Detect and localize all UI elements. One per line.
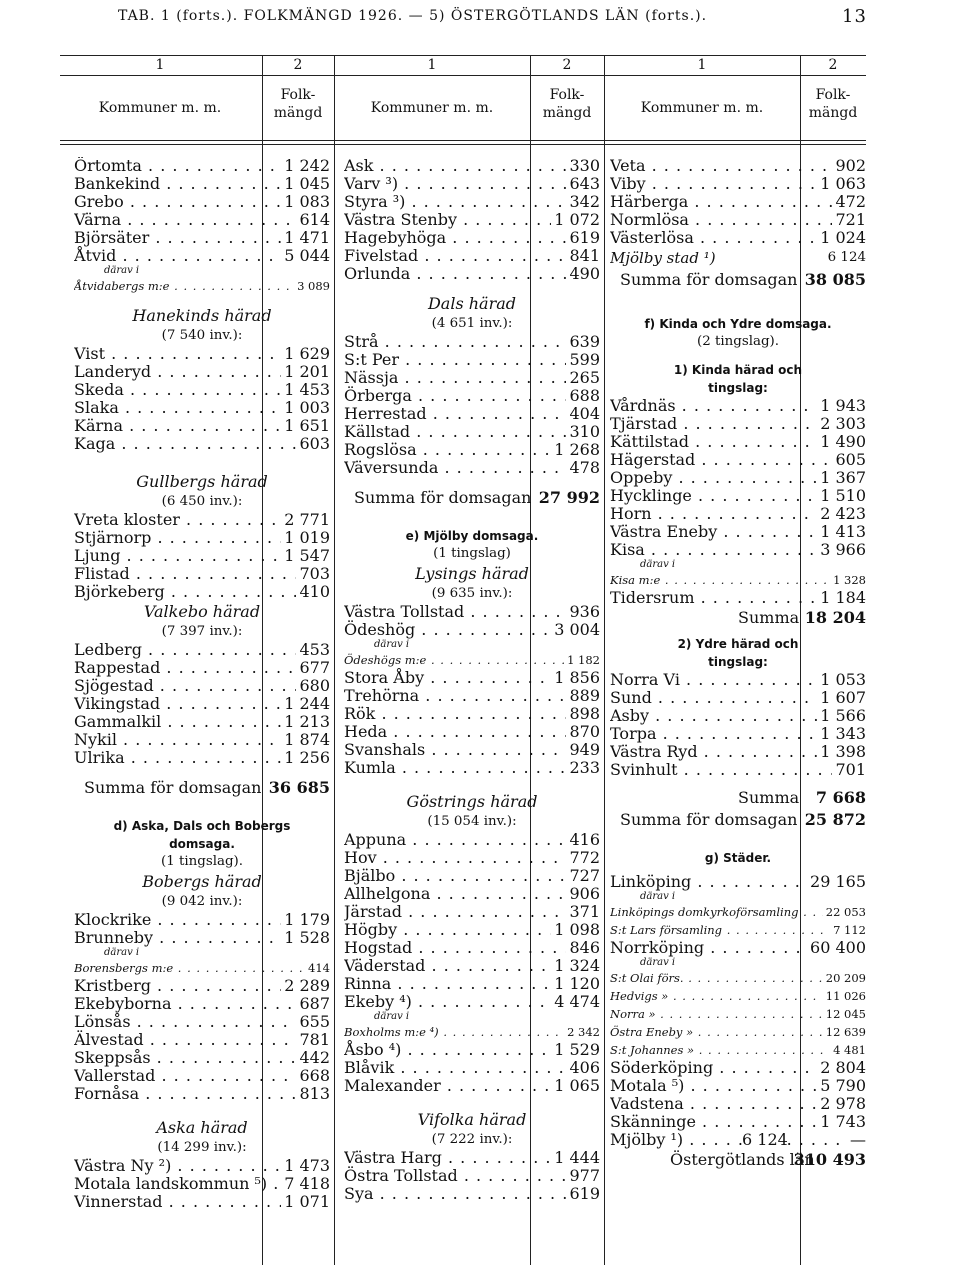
- table-row: Ekeby ⁴) . . . 4 474: [344, 993, 600, 1011]
- table-row: Tjärstad . . . 2 303: [610, 415, 866, 433]
- sum-row: Summa 18 204: [738, 608, 866, 627]
- section-heading: Gullbergs härad: [136, 472, 268, 491]
- table-row: Oppeby . . . 1 367: [610, 469, 866, 487]
- table-row: Hägerstad . . . 605: [610, 451, 866, 469]
- section-heading: Göstrings härad: [406, 792, 538, 811]
- table-row: Hov . . . 772: [344, 849, 600, 867]
- table-row: Grebo . . . 1 083: [74, 193, 330, 211]
- table-row: Malexander . . . 1 065: [344, 1077, 600, 1095]
- table-row: Slaka . . . 1 003: [74, 399, 330, 417]
- table-row: Brunneby . . . 1 528: [74, 929, 330, 947]
- sum-row: Summa för domsagan 38 085: [620, 270, 866, 289]
- col-num: 2: [828, 57, 838, 73]
- sum-row: Summa för domsagan 27 992: [354, 488, 600, 507]
- section-heading: Aska härad: [156, 1118, 248, 1137]
- col-head-kommuner: Kommuner m. m.: [98, 100, 222, 116]
- table-row: Asby . . . 1 566: [610, 707, 866, 725]
- table-row: Norra » . . . 12 045: [610, 1005, 866, 1023]
- table-row: Mjölby stad ¹) 6 124: [610, 249, 866, 267]
- section-heading: Dals härad: [427, 294, 517, 313]
- table-row: Vallerstad . . . 668: [74, 1067, 330, 1085]
- sub-label: därav i: [640, 957, 676, 968]
- section-heading: 2) Ydre härad och: [677, 637, 799, 651]
- table-row: Älvestad . . . 781: [74, 1031, 330, 1049]
- column-3: [610, 157, 866, 1265]
- section-heading: Hanekinds härad: [132, 306, 272, 325]
- table-row: Väderstad . . . 1 324: [344, 957, 600, 975]
- sub-label: därav i: [374, 639, 410, 650]
- table-row: Källstad . . . 310: [344, 423, 600, 441]
- col-num: 1: [427, 57, 437, 73]
- table-row: Ödeshög . . . 3 004: [344, 621, 600, 639]
- col-head-kommuner: Kommuner m. m.: [370, 100, 494, 116]
- table-row: Styra ³) . . . 342: [344, 193, 600, 211]
- table-row: Kristberg . . . 2 289: [74, 977, 330, 995]
- table-row: S:t Lars församling . . . 7 112: [610, 921, 866, 939]
- table-row: Väversunda . . . 478: [344, 459, 600, 477]
- table-row: Järstad . . . 371: [344, 903, 600, 921]
- col-head-kommuner: Kommuner m. m.: [640, 100, 764, 116]
- section-heading: e) Mjölby domsaga.: [405, 529, 539, 543]
- table-row: Kättilstad . . . 1 490: [610, 433, 866, 451]
- table-row: Kumla . . . 233: [344, 759, 600, 777]
- section-inv: (9 635 inv.):: [431, 586, 513, 601]
- table-row: Linköpings domkyrkoförsamling . . . 22 053: [610, 903, 866, 921]
- table-row: Fornåsa . . . 813: [74, 1085, 330, 1103]
- table-row: Rök . . . 898: [344, 705, 600, 723]
- sub-label: därav i: [104, 947, 140, 958]
- table-row: Skeppsås . . . 442: [74, 1049, 330, 1067]
- table-row: Västra Tollstad . . . 936: [344, 603, 600, 621]
- table-row: Kisa m:e . . . 1 328: [610, 571, 866, 589]
- page-number: 13: [842, 6, 867, 27]
- table-row: Ljung . . . 1 547: [74, 547, 330, 565]
- section-ting: (1 tingslag).: [160, 854, 244, 869]
- section-inv: (6 450 inv.):: [161, 494, 243, 509]
- table-row: Herrestad . . . 404: [344, 405, 600, 423]
- section-inv: (7 222 inv.):: [431, 1132, 513, 1147]
- sum-row: Summa 7 668: [738, 788, 866, 807]
- section-inv: (9 042 inv.):: [161, 894, 243, 909]
- table-row: Norra Vi . . . 1 053: [610, 671, 866, 689]
- table-row: Ledberg . . . 453: [74, 641, 330, 659]
- section-heading: 1) Kinda härad och: [673, 363, 803, 377]
- table-row: Västra Ryd . . . 1 398: [610, 743, 866, 761]
- table-row: Normlösa . . . 721: [610, 211, 866, 229]
- table-row: Horn . . . 2 423: [610, 505, 866, 523]
- table-row: Östra Eneby » . . . 12 639: [610, 1023, 866, 1041]
- table-row: Bankekind . . . 1 045: [74, 175, 330, 193]
- table-row: Rogslösa . . . 1 268: [344, 441, 600, 459]
- section-heading: tingslag:: [708, 381, 768, 395]
- col-num: 1: [155, 57, 165, 73]
- table-row: Sjögestad . . . 680: [74, 677, 330, 695]
- table-row: Ödeshögs m:e . . . 1 182: [344, 651, 600, 669]
- table-row: Svinhult . . . 701: [610, 761, 866, 779]
- table-row: Veta . . . 902: [610, 157, 866, 175]
- table-row: Norrköping . . . 60 400: [610, 939, 866, 957]
- table-row: Stjärnorp . . . 1 019: [74, 529, 330, 547]
- section-heading: Lysings härad: [415, 564, 529, 583]
- column-2: [344, 157, 600, 1265]
- section-inv: (15 054 inv.):: [427, 814, 517, 829]
- table-row: Allhelgona . . . 906: [344, 885, 600, 903]
- table-row: Bjälbo . . . 727: [344, 867, 600, 885]
- table-row: Hycklinge . . . 1 510: [610, 487, 866, 505]
- table-row: Blåvik . . . 406: [344, 1059, 600, 1077]
- table-row: Trehörna . . . 889: [344, 687, 600, 705]
- section-inv: (7 397 inv.):: [161, 624, 243, 639]
- table-row: Västra Stenby . . . 1 072: [344, 211, 600, 229]
- sum-row: Östergötlands län 310 493: [670, 1150, 866, 1169]
- table-row: Sya . . . 619: [344, 1185, 600, 1203]
- sub-label: därav i: [640, 891, 676, 902]
- section-heading: tingslag:: [708, 655, 768, 669]
- sub-label: därav i: [374, 1011, 410, 1022]
- table-row: Hagebyhöga . . . 619: [344, 229, 600, 247]
- table-row: Vårdnäs . . . 1 943: [610, 397, 866, 415]
- table-row: Högby . . . 1 098: [344, 921, 600, 939]
- table-row: Boxholms m:e ⁴) . . . 2 342: [344, 1023, 600, 1041]
- table-row: Varv ³) . . . 643: [344, 175, 600, 193]
- table-row: Fivelstad . . . 841: [344, 247, 600, 265]
- sum-row: Summa för domsagan 25 872: [620, 810, 866, 829]
- col-head-folkmangd: Folk- mängd: [273, 87, 323, 121]
- table-row: Motala landskommun ⁵) . . . 7 418: [74, 1175, 330, 1193]
- table-row: Västerlösa . . . 1 024: [610, 229, 866, 247]
- section-heading: g) Städer.: [704, 851, 772, 865]
- table-row: Viby . . . 1 063: [610, 175, 866, 193]
- table-row: Björkeberg . . . 410: [74, 583, 330, 601]
- table-row: Åsbo ⁴) . . . 1 529: [344, 1041, 600, 1059]
- table-row: Rinna . . . 1 120: [344, 975, 600, 993]
- table-row: Tidersrum . . . 1 184: [610, 589, 866, 607]
- table-row: Söderköping . . . 2 804: [610, 1059, 866, 1077]
- table-row: Örtomta . . . 1 242: [74, 157, 330, 175]
- table-row: Lönsås . . . 655: [74, 1013, 330, 1031]
- column-1: [74, 157, 330, 1265]
- section-inv: (7 540 inv.):: [161, 328, 243, 343]
- table-row: Linköping . . . 29 165: [610, 873, 866, 891]
- table-row: Stora Åby . . . 1 856: [344, 669, 600, 687]
- table-row: Härberga . . . 472: [610, 193, 866, 211]
- table-row: Örberga . . . 688: [344, 387, 600, 405]
- section-heading: domsaga.: [169, 837, 235, 851]
- table-row: Kisa . . . 3 966: [610, 541, 866, 559]
- table-row: Västra Eneby . . . 1 413: [610, 523, 866, 541]
- table-row: Motala ⁵) . . . 5 790: [610, 1077, 866, 1095]
- table-row: Vinnerstad . . . 1 071: [74, 1193, 330, 1211]
- page-header: [0, 6, 960, 28]
- table-row: Värna . . . 614: [74, 211, 330, 229]
- table-row: Vist . . . 1 629: [74, 345, 330, 363]
- table-row: Klockrike . . . 1 179: [74, 911, 330, 929]
- table-row: Ask . . . 330: [344, 157, 600, 175]
- col-head-folkmangd: Folk- mängd: [542, 87, 592, 121]
- table-row: Orlunda . . . 490: [344, 265, 600, 283]
- table-row: S:t Johannes » . . . 4 481: [610, 1041, 866, 1059]
- table-row: Sund . . . 1 607: [610, 689, 866, 707]
- table-row: Hedvigs » . . . 11 026: [610, 987, 866, 1005]
- table-row: Flistad . . . 703: [74, 565, 330, 583]
- table-row: Östra Tollstad . . . 977: [344, 1167, 600, 1185]
- table-row: Vikingstad . . . 1 244: [74, 695, 330, 713]
- col-num: 2: [562, 57, 572, 73]
- table-row: Skeda . . . 1 453: [74, 381, 330, 399]
- section-ting: (1 tingslag): [433, 546, 511, 561]
- table-row: Gammalkil . . . 1 213: [74, 713, 330, 731]
- table-row: Nykil . . . 1 874: [74, 731, 330, 749]
- table-row: Ekebyborna . . . 687: [74, 995, 330, 1013]
- table-row: Nässja . . . 265: [344, 369, 600, 387]
- sum-row: Summa för domsagan 36 685: [84, 778, 330, 797]
- table-row: Björsäter . . . 1 471: [74, 229, 330, 247]
- table-row: Heda . . . 870: [344, 723, 600, 741]
- table-row: Strå . . . 639: [344, 333, 600, 351]
- table-row: Vadstena . . . 2 978: [610, 1095, 866, 1113]
- table-row: Åtvid . . . 5 044: [74, 247, 330, 265]
- table-row: Ulrika . . . 1 256: [74, 749, 330, 767]
- table-row: Mjölby ¹) . . . — 6 124: [610, 1131, 866, 1149]
- table-row: S:t Per . . . 599: [344, 351, 600, 369]
- table-row: Kaga . . . 603: [74, 435, 330, 453]
- table-row: Svanshals . . . 949: [344, 741, 600, 759]
- section-heading: d) Aska, Dals och Bobergs: [113, 819, 291, 833]
- table-row: Västra Ny ²) . . . 1 473: [74, 1157, 330, 1175]
- section-heading: Valkebo härad: [143, 602, 261, 621]
- col-head-folkmangd: Folk- mängd: [808, 87, 858, 121]
- col-num: 1: [697, 57, 707, 73]
- table-row: Torpa . . . 1 343: [610, 725, 866, 743]
- section-inv: (4 651 inv.):: [431, 316, 513, 331]
- section-heading: f) Kinda och Ydre domsaga.: [644, 317, 832, 331]
- table-row: S:t Olai förs. . . . 20 209: [610, 969, 866, 987]
- section-heading: Vifolka härad: [417, 1110, 527, 1129]
- table-row: Rappestad . . . 677: [74, 659, 330, 677]
- table-row: Åtvidabergs m:e . . . 3 089: [74, 277, 330, 295]
- table-row: Skänninge . . . 1 743: [610, 1113, 866, 1131]
- table-row: Landeryd . . . 1 201: [74, 363, 330, 381]
- table-title: TAB. 1 (forts.). FOLKMÄNGD 1926. — 5) ÖSTERGÖTLANDS LÄN (forts.).: [118, 8, 708, 24]
- table-row: Appuna . . . 416: [344, 831, 600, 849]
- section-ting: (2 tingslag).: [696, 334, 780, 349]
- table-row: Borensbergs m:e . . . 414: [74, 959, 330, 977]
- table-row: Hogstad . . . 846: [344, 939, 600, 957]
- col-num: 2: [293, 57, 303, 73]
- table-row: Vreta kloster . . . 2 771: [74, 511, 330, 529]
- sub-label: därav i: [104, 265, 140, 276]
- table-row: Kärna . . . 1 651: [74, 417, 330, 435]
- sub-label: därav i: [640, 559, 676, 570]
- table-row: Västra Harg . . . 1 444: [344, 1149, 600, 1167]
- section-heading: Bobergs härad: [142, 872, 262, 891]
- section-inv: (14 299 inv.):: [157, 1140, 247, 1155]
